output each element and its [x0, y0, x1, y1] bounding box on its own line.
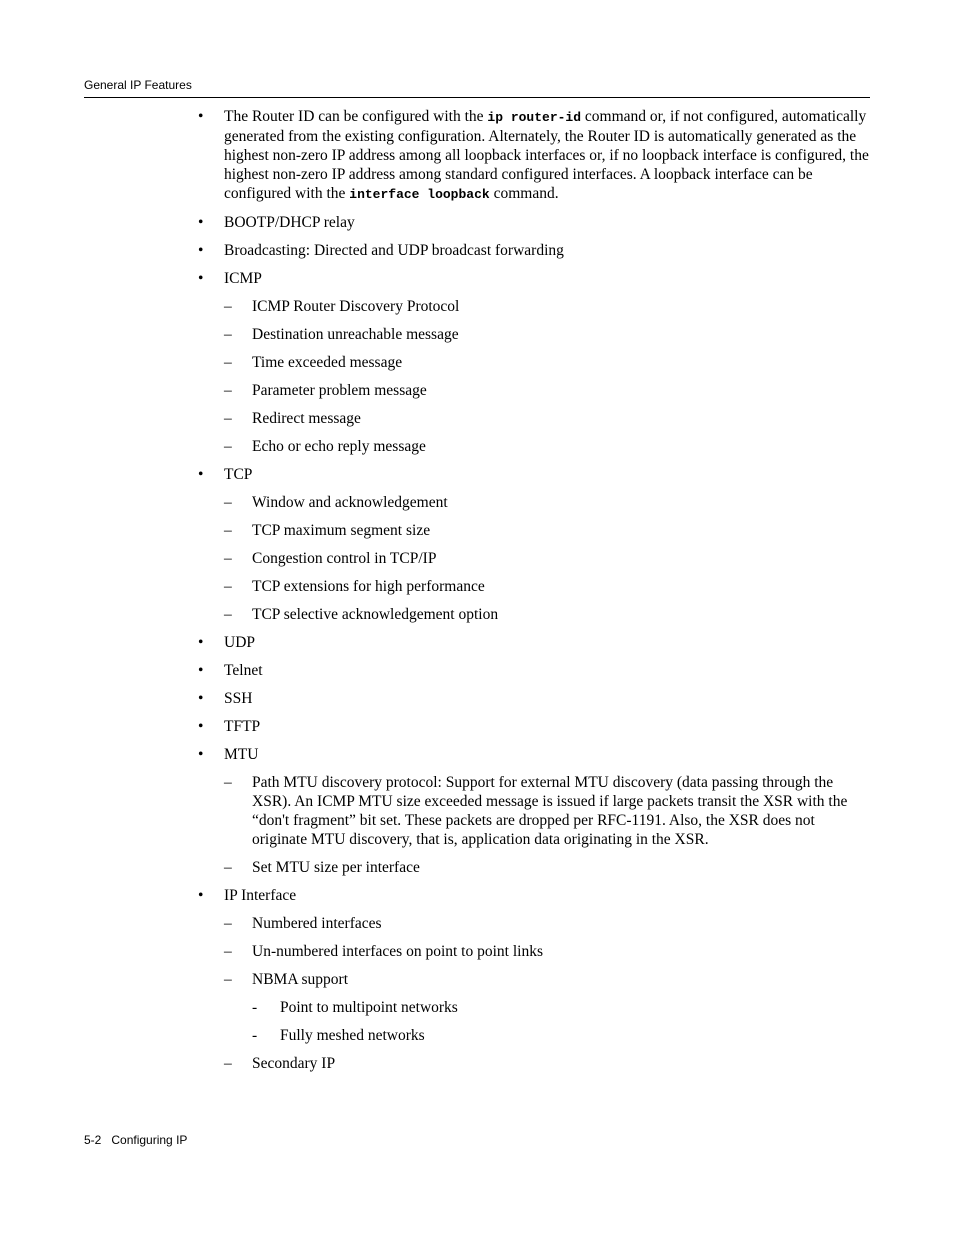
list-item-broadcasting — [196, 241, 870, 260]
page-number: 5-2 — [84, 1133, 102, 1147]
sub-item-text: Numbered interfaces — [252, 915, 382, 932]
sub-item-icmp — [196, 437, 870, 456]
dash-marker: – — [224, 774, 232, 791]
sub-item-tcp — [196, 605, 870, 624]
sub-item-text: ICMP Router Discovery Protocol — [252, 298, 460, 315]
feature-list — [196, 107, 870, 1082]
bullet-marker: • — [198, 214, 204, 231]
sub-sub-item-text: Point to multipoint networks — [280, 999, 458, 1016]
bullet-marker: • — [198, 690, 204, 707]
list-item-tcp — [196, 465, 870, 484]
bullet-marker: • — [198, 466, 204, 483]
hyphen-marker: - — [252, 999, 258, 1016]
list-item-text: ICMP — [224, 270, 262, 287]
bullet-marker: • — [198, 718, 204, 735]
dash-marker: – — [224, 438, 232, 455]
sub-sub-item-text: Fully meshed networks — [280, 1027, 425, 1044]
command-ip-router-id: ip router-id — [487, 110, 582, 125]
list-item-mtu — [196, 745, 870, 764]
hyphen-marker: - — [252, 1027, 258, 1044]
sub-item-text: Set MTU size per interface — [252, 859, 420, 876]
dash-marker: – — [224, 522, 232, 539]
list-item-text: TFTP — [224, 718, 261, 735]
router-id-text-1: The Router ID can be configured with the — [224, 108, 488, 125]
sub-sub-item-nbma — [196, 1026, 870, 1045]
sub-item-text: Time exceeded message — [252, 354, 403, 371]
dash-marker: – — [224, 550, 232, 567]
sub-item-tcp — [196, 549, 870, 568]
sub-item-icmp — [196, 325, 870, 344]
dash-marker: – — [224, 326, 232, 343]
router-id-text-3: command. — [489, 185, 559, 202]
list-item-text: TCP — [224, 466, 253, 483]
dash-marker: – — [224, 606, 232, 623]
dash-marker: – — [224, 494, 232, 511]
list-item-bootp — [196, 213, 870, 232]
sub-item-icmp — [196, 353, 870, 372]
bullet-marker: • — [198, 634, 204, 651]
list-item-text: IP Interface — [224, 887, 297, 904]
list-item-text: UDP — [224, 634, 256, 651]
sub-item-icmp — [196, 409, 870, 428]
sub-item-text: Congestion control in TCP/IP — [252, 550, 437, 567]
sub-item-text: Un-numbered interfaces on point to point links — [252, 943, 543, 960]
list-item-ip-interface — [196, 886, 870, 905]
list-item-telnet — [196, 661, 870, 680]
chapter-title: Configuring IP — [111, 1133, 188, 1147]
dash-marker: – — [224, 943, 232, 960]
sub-item-text: Window and acknowledgement — [252, 494, 448, 511]
sub-item-icmp — [196, 381, 870, 400]
sub-item-text: Secondary IP — [252, 1055, 336, 1072]
dash-marker: – — [224, 410, 232, 427]
bullet-marker: • — [198, 270, 204, 287]
sub-item-text: TCP selective acknowledgement option — [252, 606, 499, 623]
bullet-marker: • — [198, 746, 204, 763]
sub-item-ip-interface — [196, 1054, 870, 1073]
sub-item-ip-interface — [196, 914, 870, 933]
bullet-marker: • — [198, 242, 204, 259]
list-item-router-id — [196, 107, 870, 204]
sub-item-text: TCP extensions for high performance — [252, 578, 485, 595]
dash-marker: – — [224, 859, 232, 876]
header-section-title: General IP Features — [84, 78, 192, 92]
list-item-tftp — [196, 717, 870, 736]
sub-item-text: Destination unreachable message — [252, 326, 459, 343]
list-item-ssh — [196, 689, 870, 708]
dash-marker: – — [224, 971, 232, 988]
bullet-marker: • — [198, 887, 204, 904]
dash-marker: – — [224, 354, 232, 371]
list-item-text: Telnet — [224, 662, 263, 679]
sub-item-text: NBMA support — [252, 971, 349, 988]
sub-item-mtu — [196, 773, 870, 849]
dash-marker: – — [224, 1055, 232, 1072]
dash-marker: – — [224, 298, 232, 315]
sub-item-tcp — [196, 493, 870, 512]
running-header — [84, 78, 870, 98]
running-footer — [84, 1133, 187, 1147]
list-item-udp — [196, 633, 870, 652]
list-item-text: BOOTP/DHCP relay — [224, 214, 355, 231]
list-item-text: MTU — [224, 746, 259, 763]
dash-marker: – — [224, 578, 232, 595]
sub-item-ip-interface — [196, 942, 870, 961]
list-item-text: SSH — [224, 690, 253, 707]
sub-item-mtu — [196, 858, 870, 877]
bullet-marker: • — [198, 108, 204, 125]
bullet-marker: • — [198, 662, 204, 679]
sub-item-ip-interface — [196, 970, 870, 989]
sub-sub-item-nbma — [196, 998, 870, 1017]
list-item-text: Broadcasting: Directed and UDP broadcast forwarding — [224, 242, 564, 259]
sub-item-text: Echo or echo reply message — [252, 438, 426, 455]
sub-item-text: Parameter problem message — [252, 382, 427, 399]
sub-item-text: Path MTU discovery protocol: Support for external MTU discovery (data passing through the XSR). An ICMP MTU size exceeded message is issued if large packets transit the XSR with the “don't fragment” bit set. These packets are dropped per RFC-1191. Also, the XSR does not originate MTU discovery, that is, application data originating in the XSR. — [252, 774, 848, 848]
dash-marker: – — [224, 915, 232, 932]
dash-marker: – — [224, 382, 232, 399]
router-id-text-2: command or, if not configured, automatically generated from the existing configuration. Alternately, the Router ID is automatically generated as the highest non-zero IP address among all loopback interfaces or, if no loopback interface is configured, the highest non-zero IP address among standard configured interfaces. A loopback interface can be configured with the — [224, 108, 869, 202]
list-item-icmp — [196, 269, 870, 288]
sub-item-text: TCP maximum segment size — [252, 522, 431, 539]
sub-item-tcp — [196, 521, 870, 540]
sub-item-icmp — [196, 297, 870, 316]
command-interface-loopback: interface loopback — [349, 187, 490, 202]
sub-item-text: Redirect message — [252, 410, 361, 427]
sub-item-tcp — [196, 577, 870, 596]
